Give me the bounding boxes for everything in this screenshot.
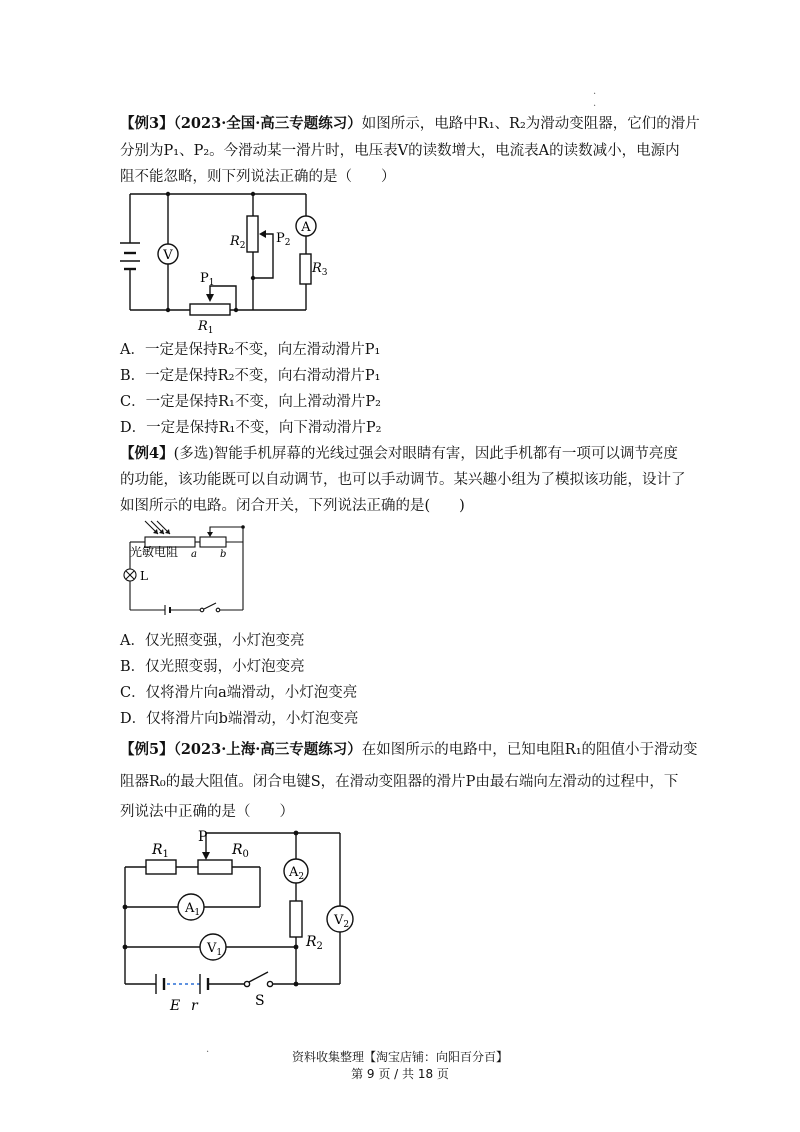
ex5-line1: 【例5】（2023·上海·高三专题练习）在如图所示的电路中，已知电阻R₁的阻值小于滑动变 <box>120 741 698 758</box>
ex3-voltmeter-label: V <box>163 248 173 263</box>
ex4-b-label: b <box>220 549 227 560</box>
ex4-line1: 【例4】(多选)智能手机屏幕的光线过强会对眼睛有害，因此手机都有一项可以调节亮度 <box>120 445 678 462</box>
scan-dot: . <box>593 86 597 97</box>
ex5-r2-label: $R_2$ <box>306 934 323 952</box>
ex5-a1-label: $A_1$ <box>185 901 201 918</box>
ex3-circuit-figure <box>118 186 328 336</box>
ex4-a-label: a <box>191 549 197 560</box>
ex4-option-d: D．仅将滑片向b端滑动，小灯泡变亮 <box>120 711 359 727</box>
ex5-line2: 阻器R₀的最大阻值。闭合电键S，在滑动变阻器的滑片P由最右端向左滑动的过程中，下 <box>120 774 679 790</box>
ex3-option-c: C．一定是保持R₁不变，向上滑动滑片P₂ <box>120 394 381 410</box>
ex5-circuit-figure <box>118 823 358 1013</box>
ex5-r0-label: $R_0$ <box>232 842 249 860</box>
ex3-line3: 阻不能忽略，则下列说法正确的是（ ） <box>120 169 396 185</box>
ex4-option-a: A．仅光照变强，小灯泡变亮 <box>120 633 305 649</box>
ex5-r-label: r <box>191 998 198 1014</box>
ex3-option-d: D．一定是保持R₁不变，向下滑动滑片P₂ <box>120 420 382 436</box>
ex5-r1-label: $R_1$ <box>152 842 169 860</box>
ex4-circuit-figure <box>118 517 253 615</box>
ex3-ammeter-label: A <box>301 220 311 235</box>
ex5-v2-label: $V_2$ <box>334 913 350 930</box>
ex5-v1-label: $V_1$ <box>207 941 223 958</box>
ex5-a2-label: $A_2$ <box>289 865 305 882</box>
ex5-s-label: S <box>255 993 265 1009</box>
ex4-lamp-label: L <box>140 569 148 583</box>
ex3-r2-label: $R_2$ <box>230 234 246 251</box>
scan-dot: . <box>206 1044 210 1055</box>
ex3-line2: 分别为P₁、P₂。今滑动某一滑片时，电压表V的读数增大，电流表A的读数减小，电源内 <box>120 143 680 159</box>
ex4-option-b: B．仅光照变弱，小灯泡变亮 <box>120 659 305 675</box>
ex3-line1: 【例3】（2023·全国·高三专题练习）如图所示，电路中R₁、R₂为滑动变阻器，它们的滑片 <box>120 115 700 132</box>
ex3-option-b: B．一定是保持R₂不变，向右滑动滑片P₁ <box>120 368 381 384</box>
ex4-ldr-label: 光敏电阻 <box>130 545 179 559</box>
footer-page-number: 第 9 页 / 共 18 页 <box>351 1067 449 1081</box>
ex4-line2: 的功能，该功能既可以自动调节，也可以手动调节。某兴趣小组为了模拟该功能，设计了 <box>120 472 686 488</box>
ex5-p-label: P <box>198 829 208 845</box>
ex3-p2-label: $P_2$ <box>276 231 291 248</box>
footer-source: 资料收集整理【淘宝店铺：向阳百分百】 <box>291 1050 508 1064</box>
ex5-line3: 列说法中正确的是（ ） <box>120 804 294 820</box>
ex4-line3: 如图所示的电路。闭合开关，下列说法正确的是( ) <box>120 498 465 514</box>
ex3-r1-label: $R_1$ <box>198 319 214 336</box>
scan-dot: . <box>593 98 597 109</box>
ex3-option-a: A．一定是保持R₂不变，向左滑动滑片P₁ <box>120 342 381 358</box>
ex5-e-label: E <box>170 998 181 1014</box>
ex4-option-c: C．仅将滑片向a端滑动，小灯泡变亮 <box>120 685 358 701</box>
ex3-p1-label: $P_1$ <box>200 271 215 288</box>
ex3-r3-label: $R_3$ <box>312 261 328 278</box>
